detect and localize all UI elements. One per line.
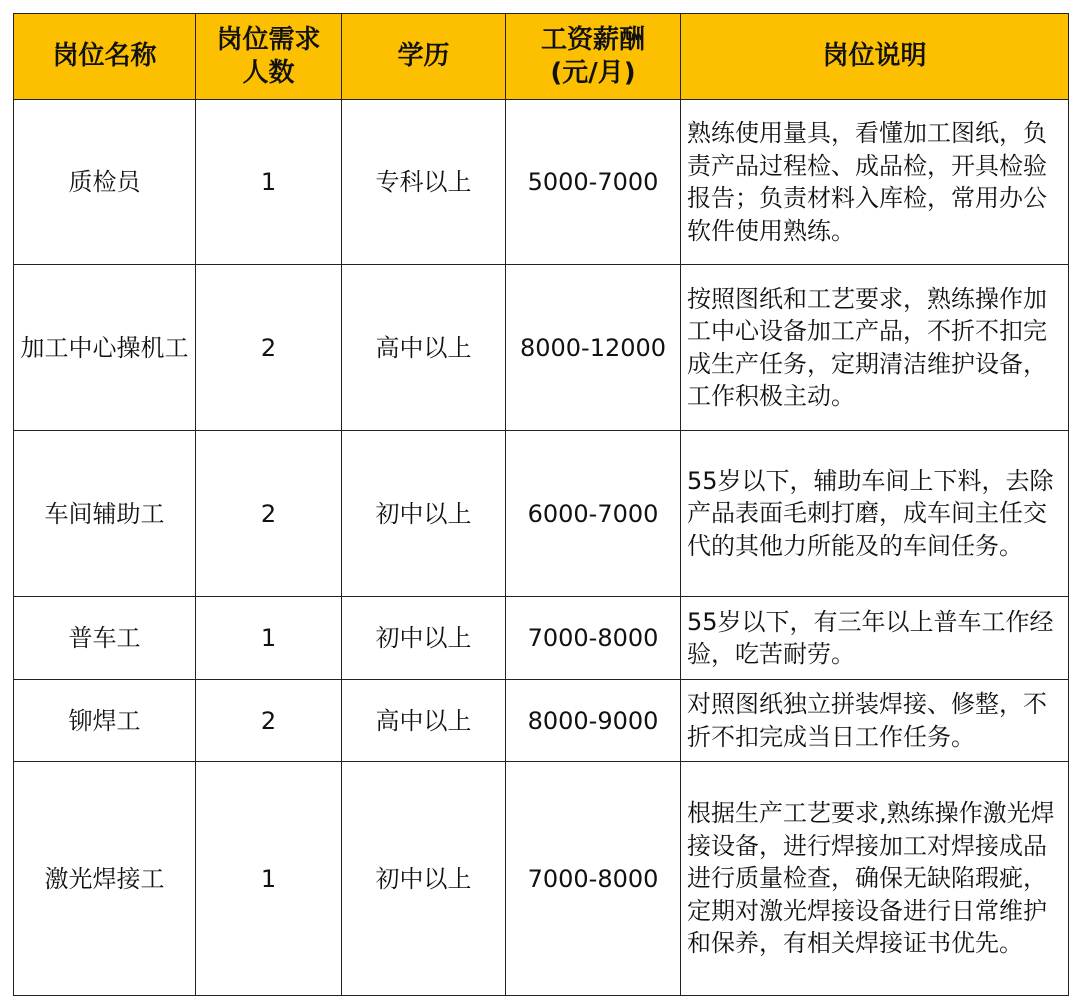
education-cell: 初中以上 bbox=[342, 762, 506, 996]
headcount-cell: 1 bbox=[196, 100, 342, 265]
position-name-cell: 加工中心操机工 bbox=[14, 265, 196, 431]
table-row bbox=[14, 762, 1069, 996]
position-name-cell: 普车工 bbox=[14, 597, 196, 680]
description-cell: 熟练使用量具，看懂加工图纸，负责产品过程检、成品检，开具检验报告；负责材料入库检，常用办公软件使用熟练。 bbox=[681, 100, 1069, 265]
header-education: 学历 bbox=[342, 14, 506, 100]
table-row bbox=[14, 100, 1069, 265]
description-cell: 对照图纸独立拼装焊接、修整，不折不扣完成当日工作任务。 bbox=[681, 680, 1069, 762]
position-name-cell: 铆焊工 bbox=[14, 680, 196, 762]
education-cell: 高中以上 bbox=[342, 680, 506, 762]
headcount-cell: 2 bbox=[196, 265, 342, 431]
position-name-cell: 车间辅助工 bbox=[14, 431, 196, 597]
description-cell: 55岁以下，有三年以上普车工作经验，吃苦耐劳。 bbox=[681, 597, 1069, 680]
header-salary-line1: 工资薪酬 bbox=[540, 24, 645, 55]
headcount-cell: 2 bbox=[196, 431, 342, 597]
job-table bbox=[13, 13, 1069, 996]
salary-cell: 8000-9000 bbox=[506, 680, 681, 762]
salary-cell: 8000-12000 bbox=[506, 265, 681, 431]
table-row bbox=[14, 265, 1069, 431]
description-cell: 55岁以下，辅助车间上下料，去除产品表面毛刺打磨，成车间主任交代的其他力所能及的车间任务。 bbox=[681, 431, 1069, 597]
salary-cell: 6000-7000 bbox=[506, 431, 681, 597]
table-row bbox=[14, 597, 1069, 680]
education-cell: 专科以上 bbox=[342, 100, 506, 265]
header-headcount-line2: 人数 bbox=[242, 57, 295, 88]
table-row bbox=[14, 680, 1069, 762]
header-row bbox=[14, 14, 1069, 100]
position-name-cell: 质检员 bbox=[14, 100, 196, 265]
position-name-cell: 激光焊接工 bbox=[14, 762, 196, 996]
table-row bbox=[14, 431, 1069, 597]
headcount-cell: 1 bbox=[196, 597, 342, 680]
education-cell: 初中以上 bbox=[342, 597, 506, 680]
description-cell: 按照图纸和工艺要求，熟练操作加工中心设备加工产品，不折不扣完成生产任务，定期清洁维护设备，工作积极主动。 bbox=[681, 265, 1069, 431]
education-cell: 高中以上 bbox=[342, 265, 506, 431]
job-table-body bbox=[14, 100, 1069, 996]
education-cell: 初中以上 bbox=[342, 431, 506, 597]
headcount-cell: 1 bbox=[196, 762, 342, 996]
header-description: 岗位说明 bbox=[681, 14, 1069, 100]
header-headcount-line1: 岗位需求 bbox=[216, 24, 321, 55]
salary-cell: 5000-7000 bbox=[506, 100, 681, 265]
description-cell: 根据生产工艺要求,熟练操作激光焊接设备，进行焊接加工对焊接成品进行质量检查，确保无缺陷瑕疵，定期对激光焊接设备进行日常维护和保养，有相关焊接证书优先。 bbox=[681, 762, 1069, 996]
header-salary-line2: (元/月) bbox=[550, 57, 636, 88]
salary-cell: 7000-8000 bbox=[506, 597, 681, 680]
header-salary bbox=[506, 14, 681, 100]
job-table-header bbox=[14, 14, 1069, 100]
header-position-name: 岗位名称 bbox=[14, 14, 196, 100]
header-headcount bbox=[196, 14, 342, 100]
salary-cell: 7000-8000 bbox=[506, 762, 681, 996]
headcount-cell: 2 bbox=[196, 680, 342, 762]
